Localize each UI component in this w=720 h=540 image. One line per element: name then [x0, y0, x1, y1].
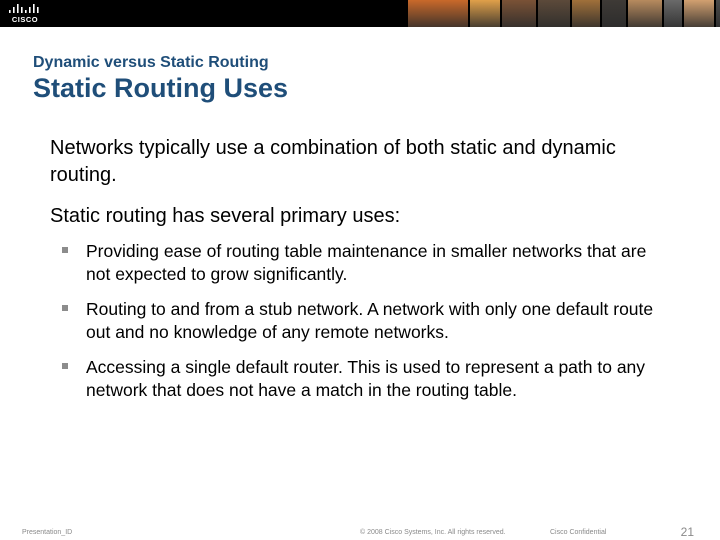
header-band [0, 0, 720, 27]
slide-subtitle: Dynamic versus Static Routing [33, 54, 269, 71]
photo-strip [408, 0, 720, 27]
square-bullet-icon [62, 305, 68, 311]
bullet-text: Accessing a single default router. This is used to represent a path to any network that does not have a match in the routing table. [86, 357, 646, 400]
slide-title: Static Routing Uses [33, 73, 289, 103]
footer-copyright: © 2008 Cisco Systems, Inc. All rights reserved. [360, 529, 506, 536]
paragraph: Static routing has several primary uses: [50, 205, 401, 227]
square-bullet-icon [62, 247, 68, 253]
page-number: 21 [680, 525, 694, 539]
bullet-text: Providing ease of routing table maintenance in smaller networks that are not expected to grow significantly. [86, 241, 647, 284]
list-item [60, 240, 670, 286]
header-photo [628, 0, 662, 27]
footer-presentation-id: Presentation_ID [22, 529, 73, 536]
header-photo [408, 0, 468, 27]
bullet-list [60, 240, 670, 402]
cisco-logo [8, 4, 42, 23]
paragraph: Networks typically use a combination of both static and dynamic routing. [50, 137, 616, 186]
list-item [60, 356, 670, 402]
header-photo [538, 0, 570, 27]
bullet-text: Routing to and from a stub network. A network with only one default route out and no knowledge of any remote networks. [86, 299, 654, 342]
cisco-bridge-icon [8, 4, 42, 14]
list-item [60, 298, 670, 344]
header-photo [664, 0, 682, 27]
logo-text: CISCO [11, 15, 39, 24]
header-photo [572, 0, 600, 27]
header-photo [470, 0, 500, 27]
square-bullet-icon [62, 363, 68, 369]
slide-content [50, 135, 670, 414]
header-photo [684, 0, 714, 27]
header-photo [602, 0, 626, 27]
footer-confidential: Cisco Confidential [550, 529, 607, 536]
header-photo [502, 0, 536, 27]
header-photo [716, 0, 720, 27]
